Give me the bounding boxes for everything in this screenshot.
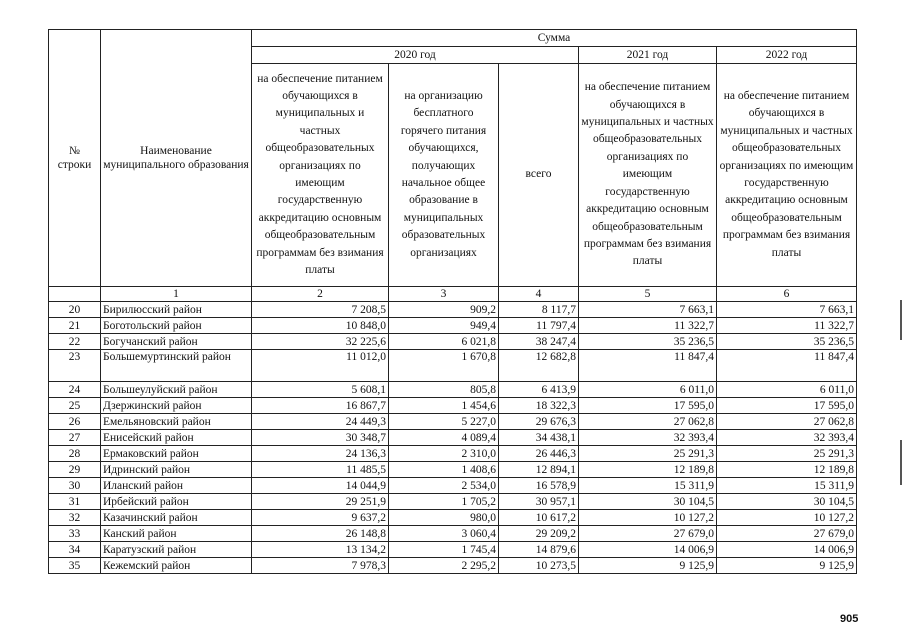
- value-2020-hot-meals-cell: 805,8: [389, 382, 499, 398]
- value-2020-hot-meals-cell: 909,2: [389, 302, 499, 318]
- value-2020-total-cell: 14 879,6: [499, 542, 579, 558]
- table-row: [49, 526, 857, 542]
- value-2020-meals-cell: 24 136,3: [252, 446, 389, 462]
- value-2020-total-cell: 26 446,3: [499, 446, 579, 462]
- page-number: 905: [840, 613, 859, 625]
- column-numbers-row: [49, 287, 857, 302]
- row-number-cell: 30: [49, 478, 101, 494]
- value-2021-cell: 10 127,2: [579, 510, 717, 526]
- value-2020-meals-cell: 11 485,5: [252, 462, 389, 478]
- row-number-cell: 31: [49, 494, 101, 510]
- value-2022-cell: 32 393,4: [717, 430, 857, 446]
- municipality-name-cell: Большемуртинский район: [101, 350, 252, 382]
- value-2022-cell: 15 311,9: [717, 478, 857, 494]
- row-number-cell: 23: [49, 350, 101, 382]
- value-2020-meals-cell: 32 225,6: [252, 334, 389, 350]
- municipality-name-cell: Дзержинский район: [101, 398, 252, 414]
- value-2020-meals-cell: 26 148,8: [252, 526, 389, 542]
- value-2020-total-cell: 8 117,7: [499, 302, 579, 318]
- value-2020-meals-cell: 7 978,3: [252, 558, 389, 574]
- value-2022-cell: 25 291,3: [717, 446, 857, 462]
- table-row: [49, 462, 857, 478]
- value-2020-total-cell: 34 438,1: [499, 430, 579, 446]
- col-2020-meals-header: на обеспечение питанием обучающихся в муниципальных и частных общеобразовательных организациях по имеющим государственную аккредитацию основным общеобразовательным программам без взимания платы: [252, 64, 389, 287]
- sum-header: Сумма: [252, 30, 857, 47]
- column-number: 3: [389, 287, 499, 302]
- municipality-name-cell: Емельяновский район: [101, 414, 252, 430]
- value-2020-hot-meals-cell: 2 534,0: [389, 478, 499, 494]
- value-2020-hot-meals-cell: 1 670,8: [389, 350, 499, 382]
- column-number: 6: [717, 287, 857, 302]
- value-2020-meals-cell: 7 208,5: [252, 302, 389, 318]
- row-number-cell: 27: [49, 430, 101, 446]
- value-2020-total-cell: 29 676,3: [499, 414, 579, 430]
- row-number-cell: 25: [49, 398, 101, 414]
- table-row: [49, 510, 857, 526]
- table-row: [49, 478, 857, 494]
- value-2020-hot-meals-cell: 1 705,2: [389, 494, 499, 510]
- year-2022-header: 2022 год: [717, 47, 857, 64]
- value-2020-meals-cell: 9 637,2: [252, 510, 389, 526]
- value-2022-cell: 12 189,8: [717, 462, 857, 478]
- value-2020-total-cell: 30 957,1: [499, 494, 579, 510]
- municipality-name-cell: Енисейский район: [101, 430, 252, 446]
- value-2021-cell: 35 236,5: [579, 334, 717, 350]
- row-number-cell: 35: [49, 558, 101, 574]
- value-2021-cell: 17 595,0: [579, 398, 717, 414]
- table-row: [49, 430, 857, 446]
- value-2020-total-cell: 12 682,8: [499, 350, 579, 382]
- table-row: [49, 302, 857, 318]
- col-2020-hot-meals-header: на организацию бесплатного горячего питания обучающихся, получающих начальное общее образование в муниципальных образовательных организациях: [389, 64, 499, 287]
- table-row: [49, 558, 857, 574]
- row-number-cell: 20: [49, 302, 101, 318]
- municipality-name-cell: Иланский район: [101, 478, 252, 494]
- value-2020-meals-cell: 10 848,0: [252, 318, 389, 334]
- value-2021-cell: 12 189,8: [579, 462, 717, 478]
- row-number-cell: 28: [49, 446, 101, 462]
- value-2021-cell: 27 062,8: [579, 414, 717, 430]
- municipality-name-cell: Бирилюсский район: [101, 302, 252, 318]
- value-2020-hot-meals-cell: 1 408,6: [389, 462, 499, 478]
- column-number-blank: [49, 287, 101, 302]
- year-2020-header: 2020 год: [252, 47, 579, 64]
- value-2020-hot-meals-cell: 4 089,4: [389, 430, 499, 446]
- column-number: 1: [101, 287, 252, 302]
- value-2020-hot-meals-cell: 1 745,4: [389, 542, 499, 558]
- table-row: [49, 318, 857, 334]
- value-2020-total-cell: 38 247,4: [499, 334, 579, 350]
- table-row: [49, 382, 857, 398]
- municipality-name-cell: Богучанский район: [101, 334, 252, 350]
- value-2021-cell: 15 311,9: [579, 478, 717, 494]
- value-2020-total-cell: 10 273,5: [499, 558, 579, 574]
- value-2020-hot-meals-cell: 1 454,6: [389, 398, 499, 414]
- value-2020-total-cell: 29 209,2: [499, 526, 579, 542]
- table-row: [49, 350, 857, 382]
- value-2020-total-cell: 12 894,1: [499, 462, 579, 478]
- table-row: [49, 446, 857, 462]
- value-2020-hot-meals-cell: 5 227,0: [389, 414, 499, 430]
- row-number-cell: 26: [49, 414, 101, 430]
- value-2020-meals-cell: 24 449,3: [252, 414, 389, 430]
- value-2021-cell: 6 011,0: [579, 382, 717, 398]
- value-2021-cell: 25 291,3: [579, 446, 717, 462]
- value-2020-meals-cell: 29 251,9: [252, 494, 389, 510]
- row-number-cell: 24: [49, 382, 101, 398]
- value-2022-cell: 27 679,0: [717, 526, 857, 542]
- value-2020-hot-meals-cell: 3 060,4: [389, 526, 499, 542]
- year-2021-header: 2021 год: [579, 47, 717, 64]
- value-2021-cell: 11 322,7: [579, 318, 717, 334]
- value-2022-cell: 7 663,1: [717, 302, 857, 318]
- value-2020-hot-meals-cell: 6 021,8: [389, 334, 499, 350]
- municipality-name-cell: Кежемский район: [101, 558, 252, 574]
- table-body: [49, 302, 857, 574]
- column-number: 2: [252, 287, 389, 302]
- value-2020-meals-cell: 5 608,1: [252, 382, 389, 398]
- value-2022-cell: 27 062,8: [717, 414, 857, 430]
- municipality-name-cell: Боготольский район: [101, 318, 252, 334]
- value-2020-hot-meals-cell: 949,4: [389, 318, 499, 334]
- table-row: [49, 494, 857, 510]
- value-2020-meals-cell: 30 348,7: [252, 430, 389, 446]
- value-2020-hot-meals-cell: 2 310,0: [389, 446, 499, 462]
- value-2020-total-cell: 6 413,9: [499, 382, 579, 398]
- row-number-cell: 29: [49, 462, 101, 478]
- value-2020-total-cell: 10 617,2: [499, 510, 579, 526]
- value-2020-total-cell: 16 578,9: [499, 478, 579, 494]
- value-2020-meals-cell: 16 867,7: [252, 398, 389, 414]
- value-2021-cell: 27 679,0: [579, 526, 717, 542]
- row-number-cell: 21: [49, 318, 101, 334]
- row-number-header: № строки: [49, 30, 101, 287]
- edge-mark: [900, 300, 902, 340]
- value-2022-cell: 14 006,9: [717, 542, 857, 558]
- table-row: [49, 398, 857, 414]
- value-2020-meals-cell: 11 012,0: [252, 350, 389, 382]
- value-2022-cell: 35 236,5: [717, 334, 857, 350]
- value-2022-cell: 9 125,9: [717, 558, 857, 574]
- municipality-name-cell: Казачинский район: [101, 510, 252, 526]
- budget-table: [48, 29, 857, 574]
- value-2020-total-cell: 18 322,3: [499, 398, 579, 414]
- value-2022-cell: 6 011,0: [717, 382, 857, 398]
- municipality-name-cell: Ирбейский район: [101, 494, 252, 510]
- col-2020-total-header: всего: [499, 64, 579, 287]
- edge-mark: [900, 440, 902, 485]
- row-number-cell: 34: [49, 542, 101, 558]
- value-2020-meals-cell: 14 044,9: [252, 478, 389, 494]
- column-number: 5: [579, 287, 717, 302]
- col-2021-meals-header: на обеспечение питанием обучающихся в муниципальных и частных общеобразовательных организациях по имеющим государственную аккредитацию основным общеобразовательным программам без взимания платы: [579, 64, 717, 287]
- municipality-name-cell: Идринский район: [101, 462, 252, 478]
- row-number-cell: 32: [49, 510, 101, 526]
- value-2021-cell: 32 393,4: [579, 430, 717, 446]
- municipality-name-cell: Канский район: [101, 526, 252, 542]
- header-row-sum: [49, 30, 857, 47]
- value-2020-meals-cell: 13 134,2: [252, 542, 389, 558]
- column-number: 4: [499, 287, 579, 302]
- value-2021-cell: 14 006,9: [579, 542, 717, 558]
- row-number-cell: 22: [49, 334, 101, 350]
- table-row: [49, 414, 857, 430]
- value-2022-cell: 10 127,2: [717, 510, 857, 526]
- value-2022-cell: 11 847,4: [717, 350, 857, 382]
- value-2021-cell: 9 125,9: [579, 558, 717, 574]
- value-2021-cell: 11 847,4: [579, 350, 717, 382]
- municipality-name-cell: Большеулуйский район: [101, 382, 252, 398]
- municipality-name-cell: Каратузский район: [101, 542, 252, 558]
- value-2020-hot-meals-cell: 2 295,2: [389, 558, 499, 574]
- value-2022-cell: 17 595,0: [717, 398, 857, 414]
- value-2021-cell: 7 663,1: [579, 302, 717, 318]
- value-2020-hot-meals-cell: 980,0: [389, 510, 499, 526]
- municipality-name-header: Наименование муниципального образования: [101, 30, 252, 287]
- col-2022-meals-header: на обеспечение питанием обучающихся в муниципальных и частных общеобразовательных организациях по имеющим государственную аккредитацию основным общеобразовательным программам без взимания платы: [717, 64, 857, 287]
- value-2022-cell: 11 322,7: [717, 318, 857, 334]
- table-row: [49, 542, 857, 558]
- row-number-cell: 33: [49, 526, 101, 542]
- municipality-name-cell: Ермаковский район: [101, 446, 252, 462]
- table-row: [49, 334, 857, 350]
- value-2022-cell: 30 104,5: [717, 494, 857, 510]
- value-2020-total-cell: 11 797,4: [499, 318, 579, 334]
- value-2021-cell: 30 104,5: [579, 494, 717, 510]
